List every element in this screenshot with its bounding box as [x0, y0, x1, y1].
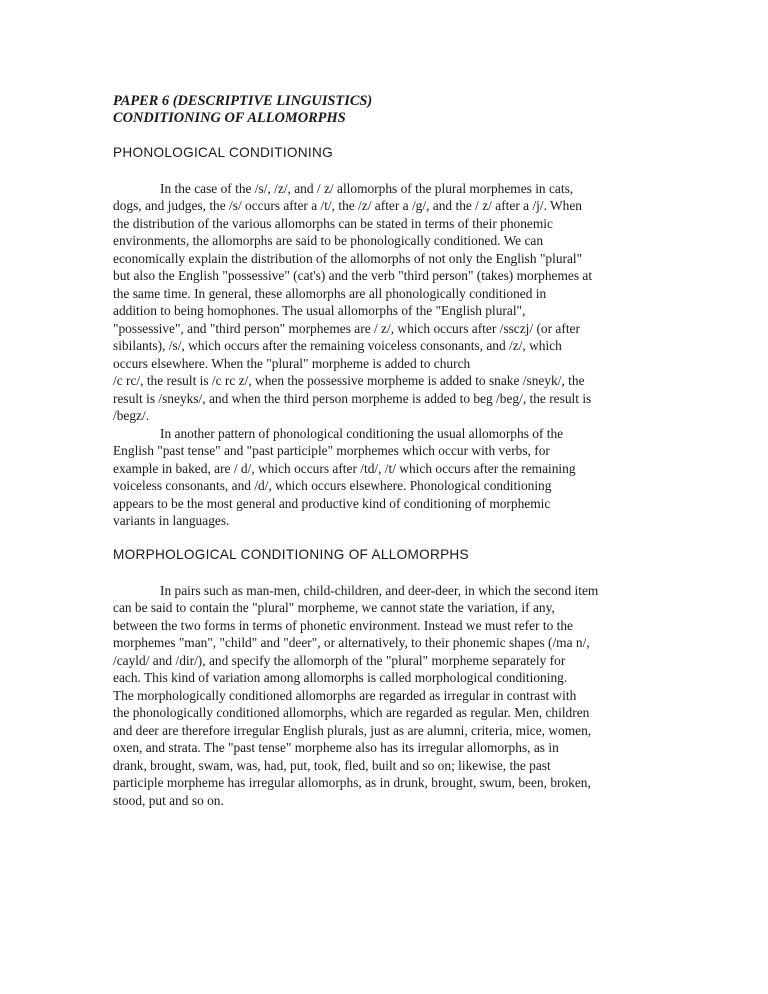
paragraph-line: addition to being homophones. The usual allomorphs of the "English plural",: [113, 303, 526, 318]
paragraph-line: /begz/.: [113, 408, 150, 423]
paragraph-line: English "past tense" and "past participle" morphemes which occur with verbs, for: [113, 443, 550, 458]
paragraph-line: each. This kind of variation among allomorphs is called morphological conditioning.: [113, 670, 568, 685]
paragraph-line: /cayld/ and /dir/), and specify the allomorph of the "plural" morpheme separately for: [113, 653, 566, 668]
paragraph-line: The morphologically conditioned allomorphs are regarded as irregular in contrast with: [113, 688, 577, 703]
paragraph-line: the distribution of the various allomorphs can be stated in terms of their phonemic: [113, 216, 553, 231]
paragraph-line: In another pattern of phonological conditioning the usual allomorphs of the: [160, 426, 564, 441]
paragraph-line: In pairs such as man-men, child-children, and deer-deer, in which the second item: [160, 583, 599, 598]
paragraph-line: example in baked, are / d/, which occurs after /td/, /t/ which occurs after the remaining: [113, 461, 576, 476]
paragraph-line: environments, the allomorphs are said to be phonologically conditioned. We can: [113, 233, 544, 248]
paragraph-line: dogs, and judges, the /s/ occurs after a /t/, the /z/ after a /g/, and the / z/ after a /j/. When: [113, 198, 583, 213]
paragraph-line: result is /sneyks/, and when the third person morpheme is added to beg /beg/, the result is: [113, 391, 592, 406]
document-title: CONDITIONING OF ALLOMORPHS: [113, 110, 346, 126]
section-heading-phonological: PHONOLOGICAL CONDITIONING: [113, 145, 333, 160]
paragraph-line: but also the English "possessive" (cat's) and the verb "third person" (takes) morphemes at: [113, 268, 593, 283]
paragraph-line: participle morpheme has irregular allomorphs, as in drunk, brought, swum, been, broken,: [113, 775, 591, 790]
paragraph-line: drank, brought, swam, was, had, put, took, fled, built and so on; likewise, the past: [113, 758, 551, 773]
paragraph-line: In the case of the /s/, /z/, and / z/ allomorphs of the plural morphemes in cats,: [160, 181, 574, 196]
paragraph-line: and deer are therefore irregular English plurals, just as are alumni, criteria, mice, women,: [113, 723, 592, 738]
paragraph-line: "possessive", and "third person" morphemes are / z/, which occurs after /ssczj/ (or after: [113, 321, 580, 336]
paragraph-line: voiceless consonants, and /d/, which occurs elsewhere. Phonological conditioning: [113, 478, 552, 493]
paragraph-line: stood, put and so on.: [113, 793, 224, 808]
paragraph-line: /c rc/, the result is /c rc z/, when the possessive morpheme is added to snake /sneyk/, the: [113, 373, 585, 388]
paragraph-line: can be said to contain the "plural" morpheme, we cannot state the variation, if any,: [113, 600, 555, 615]
paragraph-line: economically explain the distribution of the allomorphs of not only the English "plural": [113, 251, 583, 266]
paragraph-line: the same time. In general, these allomorphs are all phonologically conditioned in: [113, 286, 547, 301]
paragraph-line: variants in languages.: [113, 513, 230, 528]
paragraph-line: oxen, and strata. The "past tense" morpheme also has its irregular allomorphs, as in: [113, 740, 559, 755]
paragraph-line: sibilants), /s/, which occurs after the remaining voiceless consonants, and /z/, which: [113, 338, 562, 353]
paragraph-line: the phonologically conditioned allomorphs, which are regarded as regular. Men, children: [113, 705, 590, 720]
paragraph-line: appears to be the most general and productive kind of conditioning of morphemic: [113, 496, 551, 511]
paragraph-line: occurs elsewhere. When the "plural" morpheme is added to church: [113, 356, 471, 371]
section-heading-morphological: MORPHOLOGICAL CONDITIONING OF ALLOMORPHS: [113, 547, 469, 562]
paragraph-line: between the two forms in terms of phonetic environment. Instead we must refer to the: [113, 618, 573, 633]
paper-title: PAPER 6 (DESCRIPTIVE LINGUISTICS): [113, 93, 373, 109]
paragraph-line: morphemes "man", "child" and "deer", or alternatively, to their phonemic shapes (/ma n/,: [113, 635, 590, 650]
